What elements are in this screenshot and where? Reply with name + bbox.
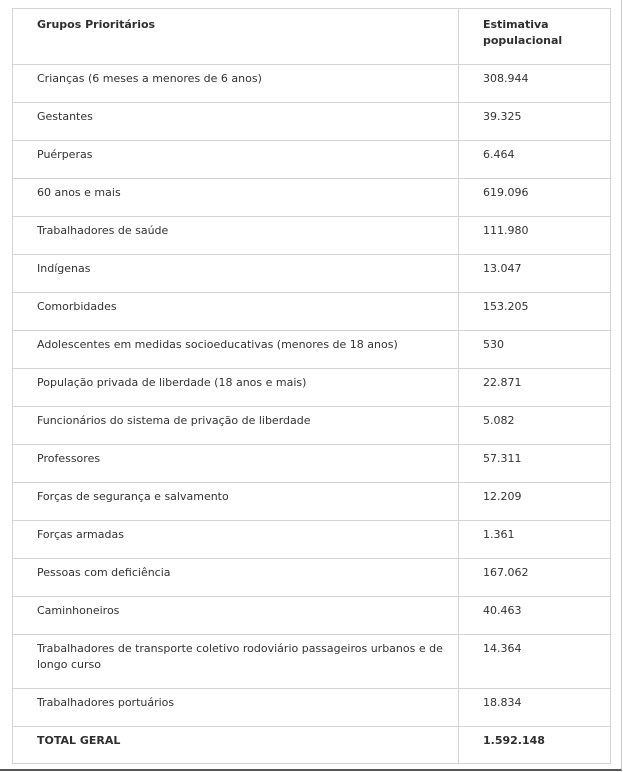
table-row [13,217,611,255]
row-value: 153.205 [459,293,611,331]
table-row [13,407,611,445]
row-value: 530 [459,331,611,369]
row-group: Comorbidades [13,293,459,331]
table-row [13,597,611,635]
row-value: 308.944 [459,65,611,103]
row-value: 22.871 [459,369,611,407]
row-group: 60 anos e mais [13,179,459,217]
row-group: Trabalhadores de saúde [13,217,459,255]
row-group: Crianças (6 meses a menores de 6 anos) [13,65,459,103]
row-value: 12.209 [459,483,611,521]
total-value: 1.592.148 [459,727,611,764]
table-row [13,293,611,331]
row-group: Puérperas [13,141,459,179]
table-row [13,179,611,217]
row-value: 619.096 [459,179,611,217]
row-value: 167.062 [459,559,611,597]
row-group: Adolescentes em medidas socioeducativas (menores de 18 anos) [13,331,459,369]
table-row [13,255,611,293]
priority-groups-table [12,8,611,764]
table-total-row [13,727,611,764]
row-group: Indígenas [13,255,459,293]
row-value: 6.464 [459,141,611,179]
row-value: 111.980 [459,217,611,255]
row-value: 5.082 [459,407,611,445]
table-row [13,331,611,369]
row-value: 40.463 [459,597,611,635]
table-header-row [13,9,611,65]
table-row [13,445,611,483]
header-groups: Grupos Prioritários [13,9,459,65]
row-group: Trabalhadores de transporte coletivo rodoviário passageiros urbanos e de longo curso [13,635,459,689]
table-row [13,559,611,597]
table-row [13,635,611,689]
header-estimate: Estimativa populacional [459,9,611,65]
row-group: Caminhoneiros [13,597,459,635]
row-group: Trabalhadores portuários [13,689,459,727]
row-value: 18.834 [459,689,611,727]
table-row [13,689,611,727]
row-value: 57.311 [459,445,611,483]
table-row [13,103,611,141]
row-group: Professores [13,445,459,483]
row-value: 1.361 [459,521,611,559]
table-row [13,483,611,521]
row-group: Gestantes [13,103,459,141]
total-label: TOTAL GERAL [13,727,459,764]
row-group: Pessoas com deficiência [13,559,459,597]
row-group: Forças armadas [13,521,459,559]
row-value: 14.364 [459,635,611,689]
row-group: Funcionários do sistema de privação de liberdade [13,407,459,445]
table-row [13,141,611,179]
row-group: Forças de segurança e salvamento [13,483,459,521]
table-row [13,65,611,103]
row-group: População privada de liberdade (18 anos e mais) [13,369,459,407]
row-value: 39.325 [459,103,611,141]
table-row [13,369,611,407]
row-value: 13.047 [459,255,611,293]
table-row [13,521,611,559]
